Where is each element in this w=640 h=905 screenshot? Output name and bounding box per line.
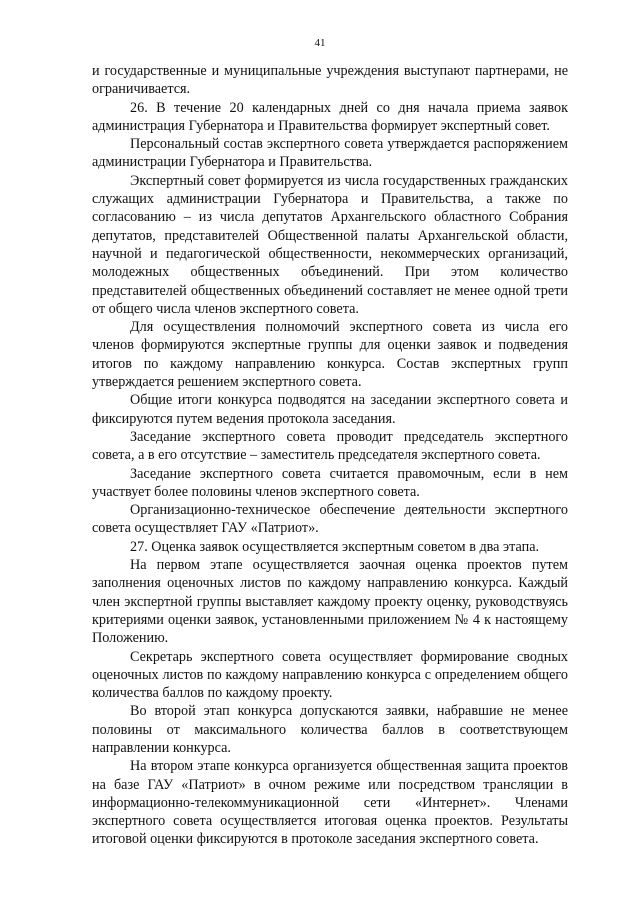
paragraph-continuation: и государственные и муниципальные учреждения выступают партнерами, не ограничивается. [92,63,568,98]
page-number: 41 [314,37,326,49]
paragraph-organizational-support: Организационно-техническое обеспечение деятельности экспертного совета осуществляет ГАУ «Патриот». [92,502,568,537]
paragraph-quorum: Заседание экспертного совета считается правомочным, если в нем участвует более половины членов экспертного совета. [92,465,568,500]
paragraph-second-stage-admission: Во второй этап конкурса допускаются заявки, набравшие не менее половины от максимального количества баллов в соответствующем направлении конкурса. [92,703,568,756]
paragraph-expert-groups: Для осуществления полномочий экспертного совета из числа его членов формируются экспертные группы для оценки заявок и подведения итогов по каждому направлению конкурса. Состав экспертных групп утверждается решением экспертного совета. [92,319,568,391]
paragraph-first-stage: На первом этапе осуществляется заочная оценка проектов путем заполнения оценочных листов по каждому направлению конкурса. Каждый член экспертной группы выставляет каждому проекту оценку, руководствуясь критериями оценки заявок, установленными приложением № 4 к настоящему Положению. [92,557,568,647]
document-body [92,62,568,849]
paragraph-clause-26: 26. В течение 20 календарных дней со дня начала приема заявок администрация Губернатора и Правительства формирует экспертный совет. [92,99,568,134]
paragraph-second-stage: На втором этапе конкурса организуется общественная защита проектов на базе ГАУ «Патриот» в очном режиме или посредством трансляции в информационно-телекоммуникационной сети «Интернет». Членами экспертного совета осуществляется итоговая оценка проектов. Результаты итоговой оценки фиксируются в протоколе заседания экспертного совета. [92,758,568,848]
paragraph-personal-composition: Персональный состав экспертного совета утверждается распоряжением администрации Губернатора и Правительства. [92,136,568,171]
paragraph-meeting-chair: Заседание экспертного совета проводит председатель экспертного совета, а в его отсутствие – заместитель председателя экспертного совета. [92,428,568,464]
paragraph-overall-results: Общие итоги конкурса подводятся на заседании экспертного совета и фиксируются путем ведения протокола заседания. [92,392,568,427]
paragraph-council-formation: Экспертный совет формируется из числа государственных гражданских служащих администрации Губернатора и Правительства, а также по согласованию – из числа депутатов Архангельского областного Собрания депутатов, представителей Общественной палаты Архангельской области, научной и педагогической общественности, некоммерческих организаций, молодежных общественных объединений. При этом количество представителей общественных объединений составляет не менее одной трети от общего числа членов экспертного совета. [92,172,568,317]
paragraph-clause-27: 27. Оценка заявок осуществляется экспертным советом в два этапа. [130,538,540,555]
paragraph-secretary: Секретарь экспертного совета осуществляет формирование сводных оценочных листов по каждому направлению конкурса с определением общего количества баллов по каждому проекту. [92,648,568,702]
